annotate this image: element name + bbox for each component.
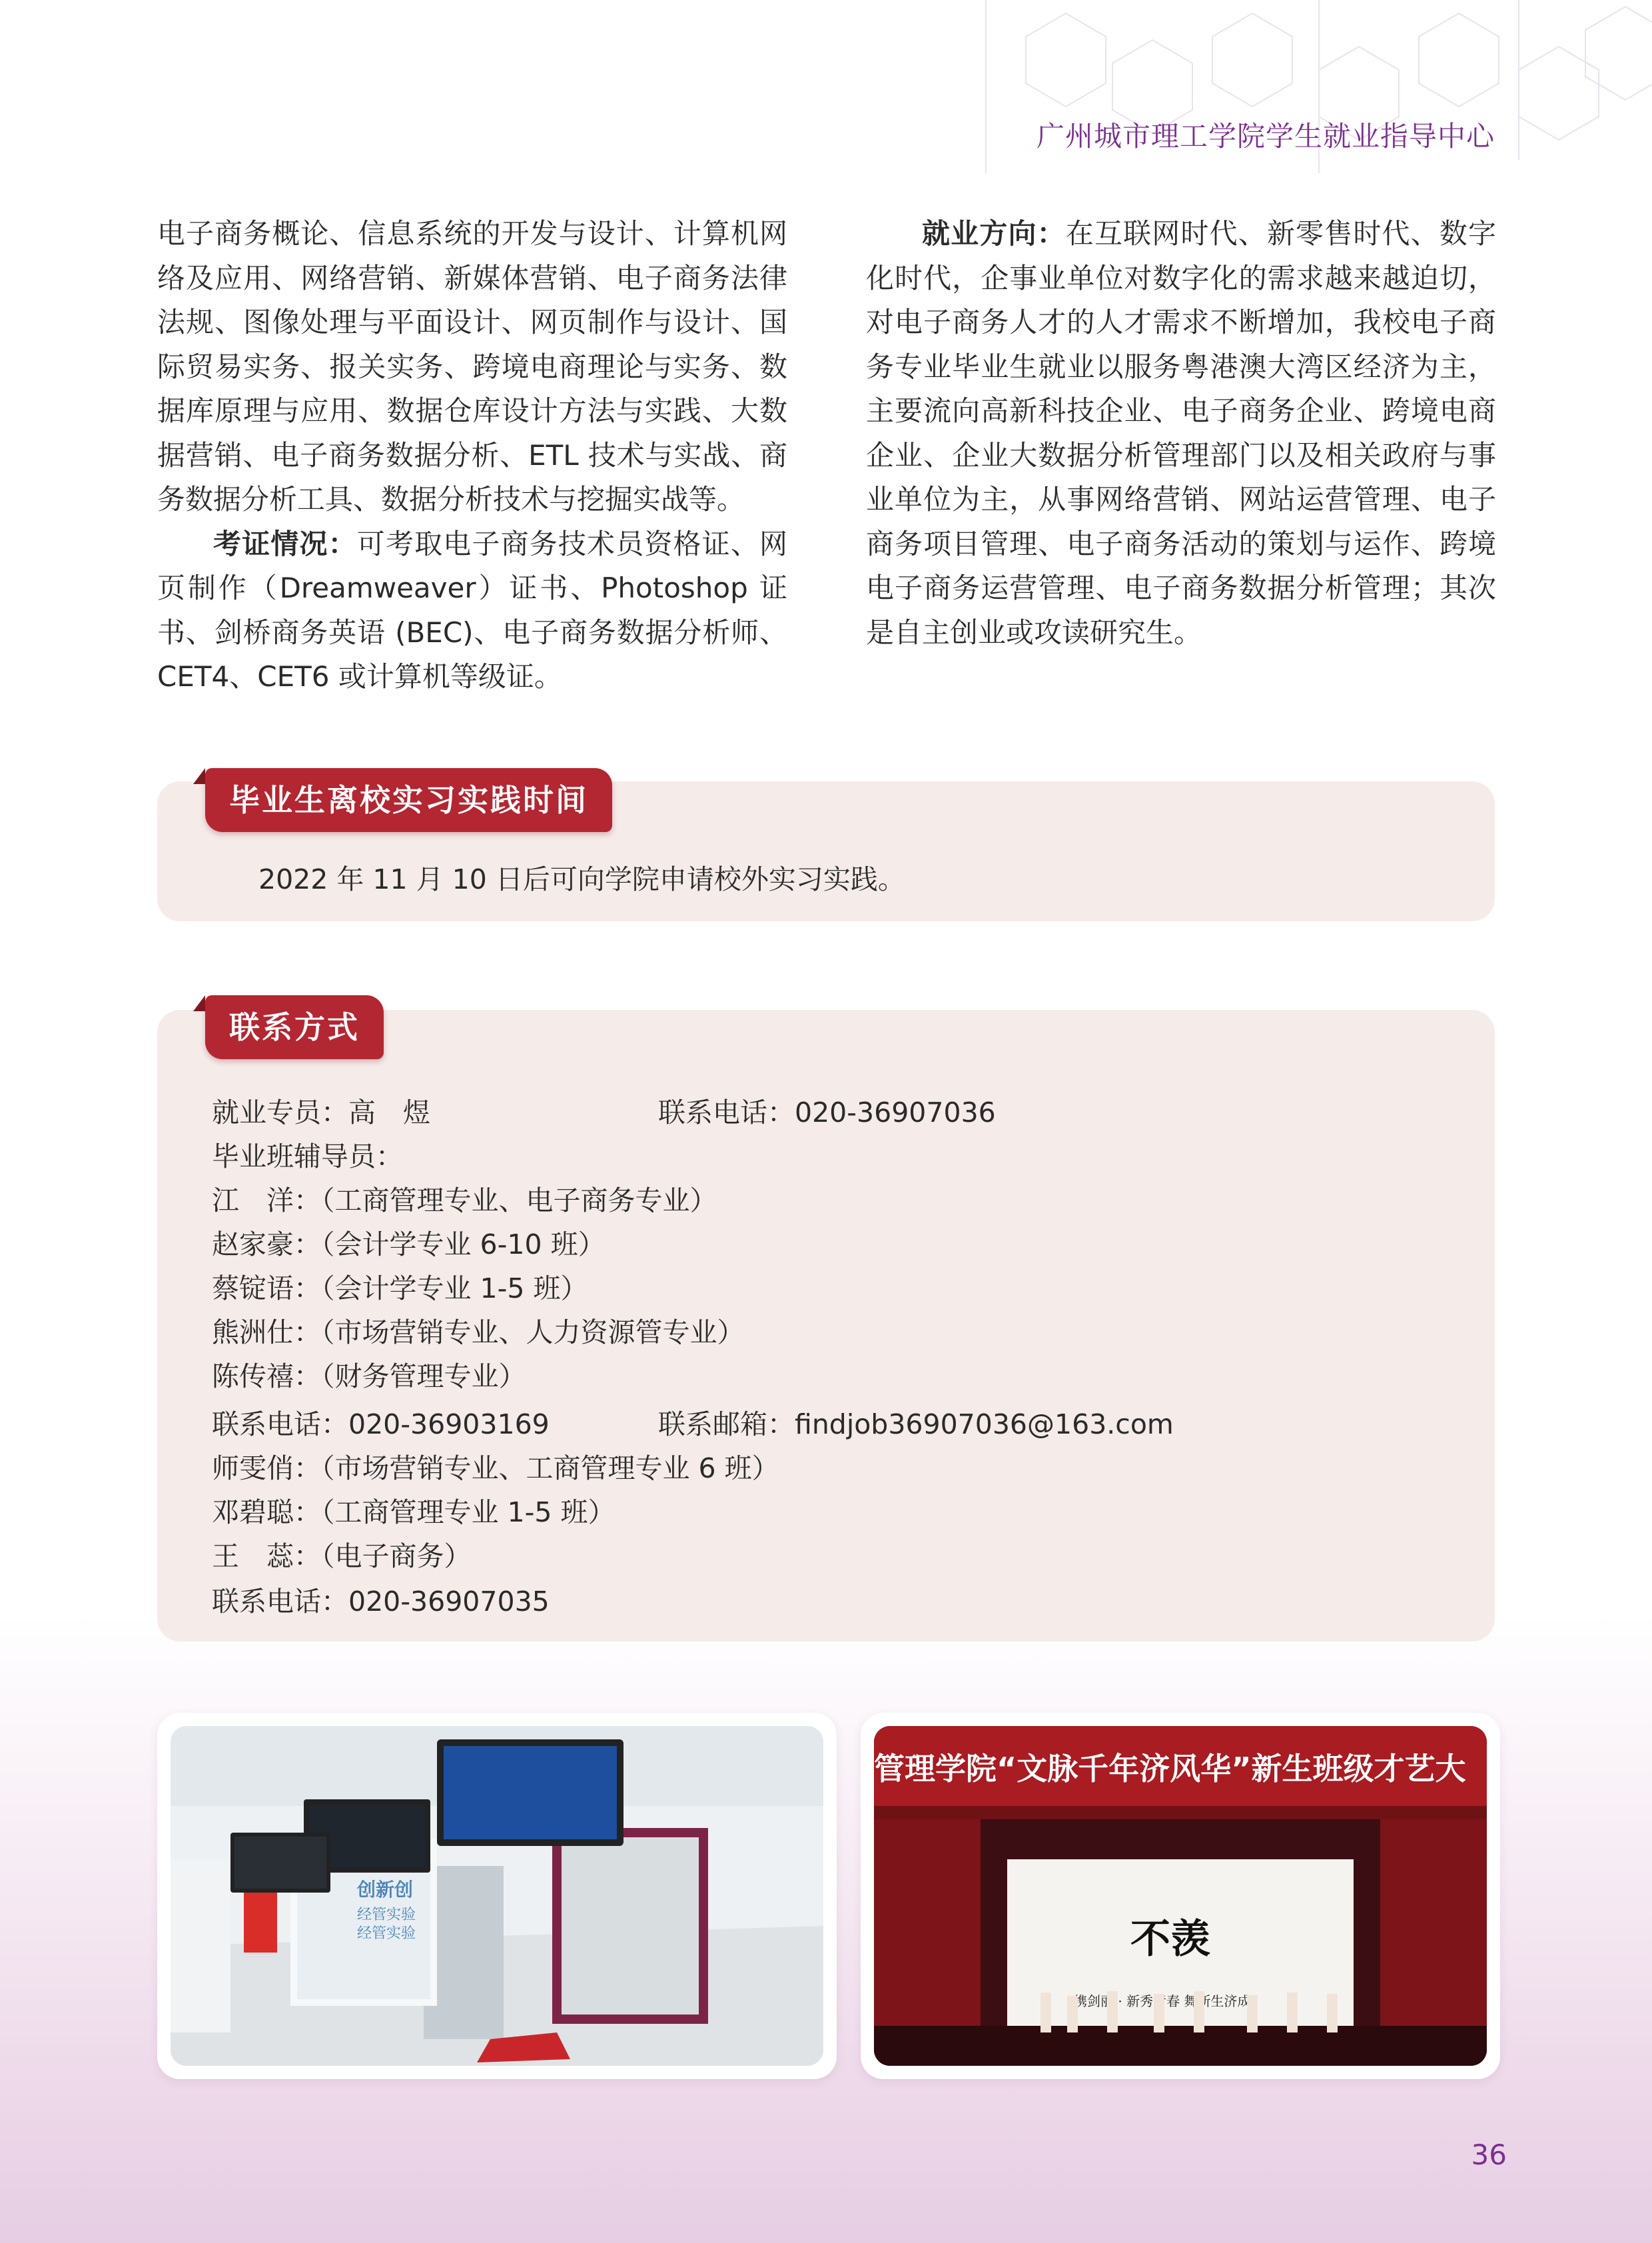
lab-sign-text-2: 经管实验	[357, 1907, 416, 1923]
certification-paragraph	[157, 522, 787, 699]
counselor-line: 师雯俏：（市场营销专业、工商管理专业 6 班）	[212, 1452, 779, 1484]
lab-sign-text-3: 经管实验	[357, 1925, 416, 1942]
lab-photo-frame	[157, 1713, 837, 2079]
phone-line: 联系电话：020-36903169	[212, 1408, 550, 1440]
counselor-line: 邓碧聪：（工商管理专业 1-5 班）	[212, 1496, 616, 1528]
employment-label: 就业方向：	[922, 217, 1066, 250]
counselor-line: 赵家豪：（会计学专业 6-10 班）	[212, 1228, 606, 1260]
cert-label: 考证情况：	[213, 527, 357, 560]
email-line: 联系邮箱：findjob36907036@163.com	[658, 1408, 1174, 1440]
courses-paragraph: 电子商务概论、信息系统的开发与设计、计算机网络及应用、网络营销、新媒体营销、电子商务法律法规、图像处理与平面设计、网页制作与设计、国际贸易实务、报关实务、跨境电商理论与实务、数据库原理与应用、数据仓库设计方法与实践、大数据营销、电子商务数据分析、ETL 技术与实战、商务数据分析工具、数据分析技术与挖掘实战等。	[157, 217, 787, 516]
page-number: 36	[1471, 2138, 1507, 2171]
phone-line: 联系电话：020-36907035	[212, 1585, 550, 1617]
stage-screen-title: 不羡	[1130, 1916, 1210, 1963]
counselor-heading: 毕业班辅导员：	[212, 1140, 403, 1172]
lab-sign-text-1: 创新创	[357, 1879, 414, 1901]
stage-photo	[874, 1726, 1487, 2066]
lab-photo	[171, 1726, 823, 2066]
employment-paragraph	[866, 212, 1496, 655]
contact-heading: 联系方式	[205, 995, 384, 1059]
right-column	[866, 212, 1496, 655]
stage-photo-frame	[861, 1713, 1500, 2079]
internship-text: 2022 年 11 月 10 日后可向学院申请校外实习实践。	[258, 863, 905, 895]
counselor-line: 江 洋：（工商管理专业、电子商务专业）	[212, 1184, 717, 1216]
stage-banner-text: 管理学院“文脉千年济风华”新生班级才艺大	[874, 1751, 1466, 1787]
counselor-line: 熊洲仕：（市场营销专业、人力资源管专业）	[212, 1316, 745, 1348]
specialist-phone: 联系电话：020-36907036	[658, 1097, 996, 1128]
counselor-line: 王 蕊：（电子商务）	[212, 1540, 472, 1572]
cert-text: 可考取电子商务技术员资格证、网页制作（Dreamweaver）证书、Photoshop 证书、剑桥商务英语 (BEC)、电子商务数据分析师、CET4、CET6 或计算机等级证。	[157, 527, 787, 693]
counselor-line: 陈传禧：（财务管理专业）	[212, 1360, 526, 1392]
header-title: 广州城市理工学院学生就业指导中心	[1036, 120, 1495, 153]
left-column	[157, 212, 787, 699]
employment-text: 在互联网时代、新零售时代、数字化时代，企事业单位对数字化的需求越来越迫切，对电子商务人才的人才需求不断增加，我校电子商务专业毕业生就业以服务粤港澳大湾区经济为主，主要流向高新科技企业、电子商务企业、跨境电商企业、企业大数据分析管理部门以及相关政府与事业单位为主，从事网络营销、网站运营管理、电子商务项目管理、电子商务活动的策划与运作、跨境电子商务运营管理、电子商务数据分析管理；其次是自主创业或攻读研究生。	[866, 217, 1496, 649]
internship-heading: 毕业生离校实习实践时间	[205, 768, 612, 832]
hexagon-decoration	[853, 0, 1652, 200]
specialist-line: 就业专员：高 煜	[212, 1097, 430, 1128]
stage-screen-sub: 携剑丽 · 新秀青春 舞新生济成	[1074, 1993, 1251, 2009]
counselor-line: 蔡锭语：（会计学专业 1-5 班）	[212, 1272, 588, 1304]
